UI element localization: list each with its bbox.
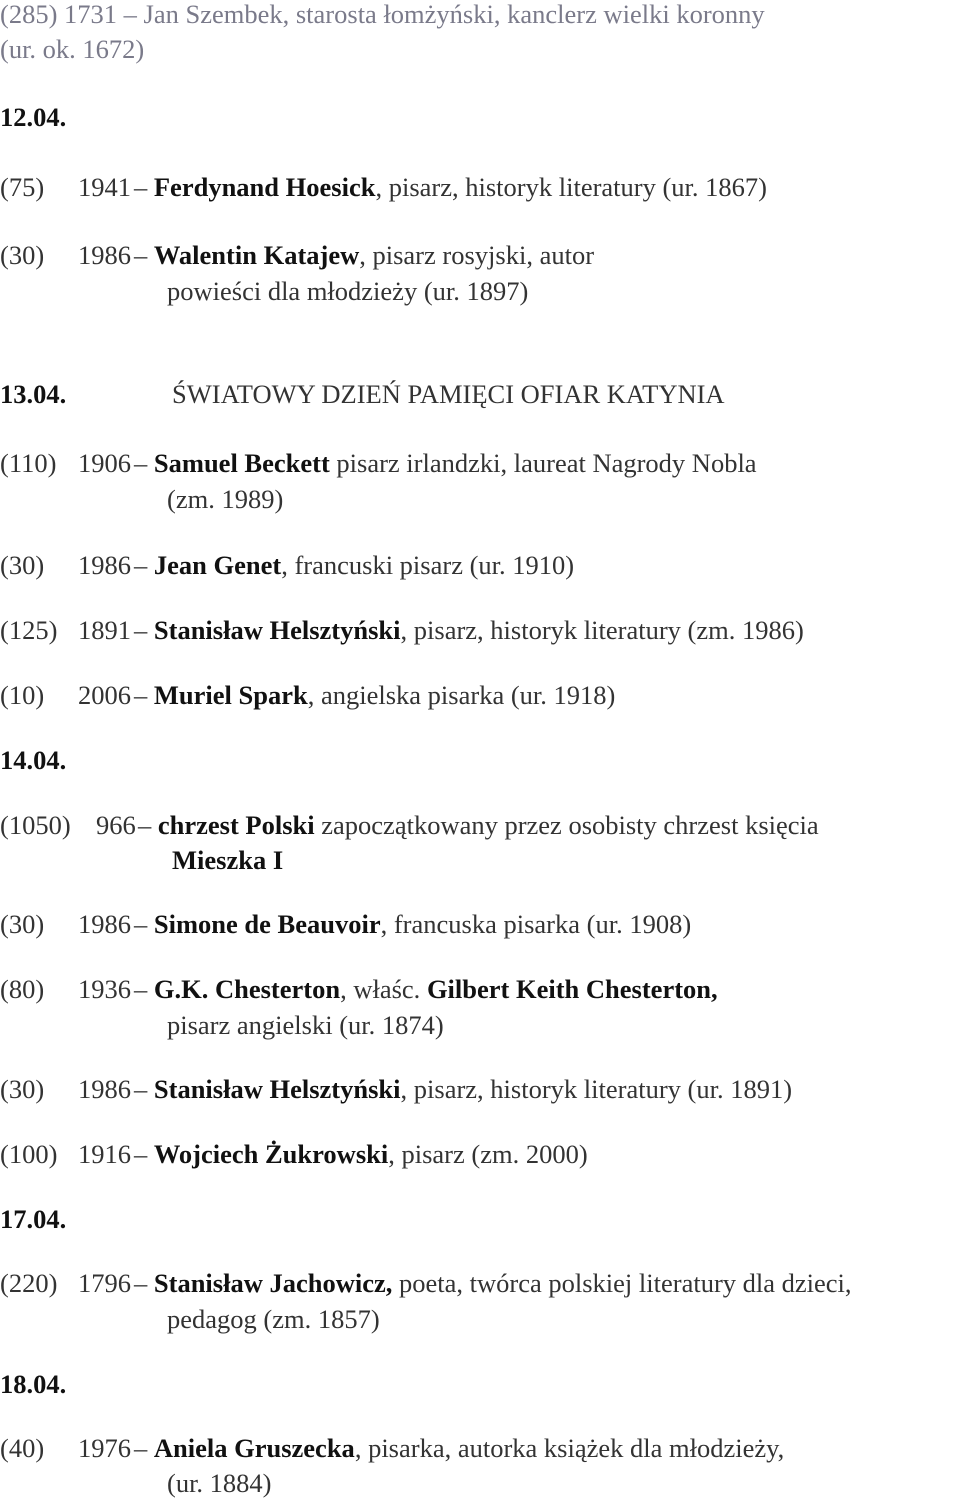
entry-anniversary: (30) xyxy=(0,550,45,580)
entry-name: Ferdynand Hoesick xyxy=(153,172,376,202)
entry-year: 1986 xyxy=(78,1074,131,1104)
entry-dash: – xyxy=(134,172,148,202)
entry-szembek-cont: (ur. ok. 1672) xyxy=(0,34,145,64)
entry-year: 1986 xyxy=(78,909,131,939)
entry-name: Jean Genet xyxy=(153,550,282,580)
entry-year: 1936 xyxy=(78,974,131,1004)
date-heading-12-04: 12.04. xyxy=(0,102,67,132)
entry-anniversary: (1050) xyxy=(0,810,71,840)
date-heading-17-04: 17.04. xyxy=(0,1204,67,1234)
entry-dash: – xyxy=(134,1139,148,1169)
entry-beckett-cont: (zm. 1989) xyxy=(167,484,284,514)
entry-year: 966 xyxy=(96,810,136,840)
entry-name: Simone de Beauvoir xyxy=(153,909,381,939)
entry-anniversary: (10) xyxy=(0,680,45,710)
entry-desc: zapoczątkowany przez osobisty chrzest księcia xyxy=(314,810,819,840)
entry-name: chrzest Polski xyxy=(157,810,315,840)
entry-dash: – xyxy=(134,1433,148,1463)
entry-dash: – xyxy=(134,615,148,645)
observance-title: ŚWIATOWY DZIEŃ PAMIĘCI OFIAR KATYNIA xyxy=(172,379,725,409)
entry-anniversary: (80) xyxy=(0,974,45,1004)
entry-name: Stanisław Helsztyński xyxy=(153,1074,401,1104)
entry-chrzest-cont xyxy=(172,843,283,878)
entry-anniversary: (30) xyxy=(0,1074,45,1104)
entry-name: Stanisław Helsztyński xyxy=(153,615,401,645)
entry-anniversary: (125) xyxy=(0,615,58,645)
entry-year: 1891 xyxy=(78,615,131,645)
entry-desc: , pisarz, historyk literatury (zm. 1986) xyxy=(400,615,804,645)
entry-jachowicz-cont: pedagog (zm. 1857) xyxy=(167,1304,380,1334)
entry-desc: , francuska pisarka (ur. 1908) xyxy=(380,909,692,939)
entry-dash: – xyxy=(134,550,148,580)
entry-full-name: Gilbert Keith Chesterton, xyxy=(426,974,718,1004)
entry-dash: – xyxy=(134,1268,148,1298)
entry-dash: – xyxy=(134,680,148,710)
entry-anniversary: (100) xyxy=(0,1139,58,1169)
entry-name: Muriel Spark xyxy=(153,680,308,710)
date-heading-18-04: 18.04. xyxy=(0,1369,67,1399)
entry-year: 1906 xyxy=(78,448,131,478)
entry-anniversary: (220) xyxy=(0,1268,58,1298)
entry-desc: pisarz irlandzki, laureat Nagrody Nobla xyxy=(329,448,757,478)
date-heading-13-04: 13.04. xyxy=(0,379,67,409)
entry-name: Samuel Beckett xyxy=(153,448,330,478)
date-heading-14-04: 14.04. xyxy=(0,745,67,775)
entry-name-cont: Mieszka I xyxy=(172,845,284,875)
entry-chesterton-cont: pisarz angielski (ur. 1874) xyxy=(167,1010,444,1040)
entry-prefix: (285) 1731 xyxy=(0,0,118,29)
entry-desc: , pisarz, historyk literatury (ur. 1891) xyxy=(400,1074,793,1104)
entry-name: Stanisław Jachowicz, xyxy=(153,1268,393,1298)
entry-year: 2006 xyxy=(78,680,131,710)
entry-desc: , pisarz rosyjski, autor xyxy=(359,240,595,270)
entry-dash: – xyxy=(134,974,148,1004)
entry-katajew-cont: powieści dla młodzieży (ur. 1897) xyxy=(167,276,529,306)
entry-desc: , francuski pisarz (ur. 1910) xyxy=(281,550,575,580)
entry-year: 1976 xyxy=(78,1433,131,1463)
entry-dash: – xyxy=(134,909,148,939)
entry-desc: poeta, twórca polskiej literatury dla dzieci, xyxy=(392,1268,852,1298)
entry-year: 1916 xyxy=(78,1139,131,1169)
entry-anniversary: (75) xyxy=(0,172,45,202)
entry-dash: – xyxy=(134,1074,148,1104)
entry-dash: – xyxy=(134,448,148,478)
entry-szembek xyxy=(0,0,765,32)
entry-anniversary: (110) xyxy=(0,448,57,478)
entry-dash: – xyxy=(138,810,152,840)
entry-name: G.K. Chesterton xyxy=(153,974,341,1004)
entry-text: Jan Szembek, starosta łomżyński, kanclerz wielki koronny xyxy=(143,0,765,29)
entry-dash: – xyxy=(134,240,148,270)
entry-year: 1986 xyxy=(78,240,131,270)
entry-name: Aniela Gruszecka xyxy=(153,1433,355,1463)
entry-name: Walentin Katajew xyxy=(153,240,360,270)
entry-gruszecka-cont: (ur. 1884) xyxy=(167,1468,272,1498)
entry-anniversary: (30) xyxy=(0,240,45,270)
entry-anniversary: (30) xyxy=(0,909,45,939)
entry-desc: , pisarz (zm. 2000) xyxy=(388,1139,588,1169)
entry-year: 1796 xyxy=(78,1268,131,1298)
entry-desc: , pisarka, autorka książek dla młodzieży, xyxy=(354,1433,785,1463)
entry-year: 1986 xyxy=(78,550,131,580)
entry-anniversary: (40) xyxy=(0,1433,45,1463)
entry-year: 1941 xyxy=(78,172,131,202)
entry-desc: , pisarz, historyk literatury (ur. 1867) xyxy=(375,172,767,202)
entry-dash: – xyxy=(123,0,137,29)
entry-desc: , angielska pisarka (ur. 1918) xyxy=(307,680,616,710)
entry-name: Wojciech Żukrowski xyxy=(153,1139,389,1169)
entry-desc: , właśc. xyxy=(340,974,427,1004)
